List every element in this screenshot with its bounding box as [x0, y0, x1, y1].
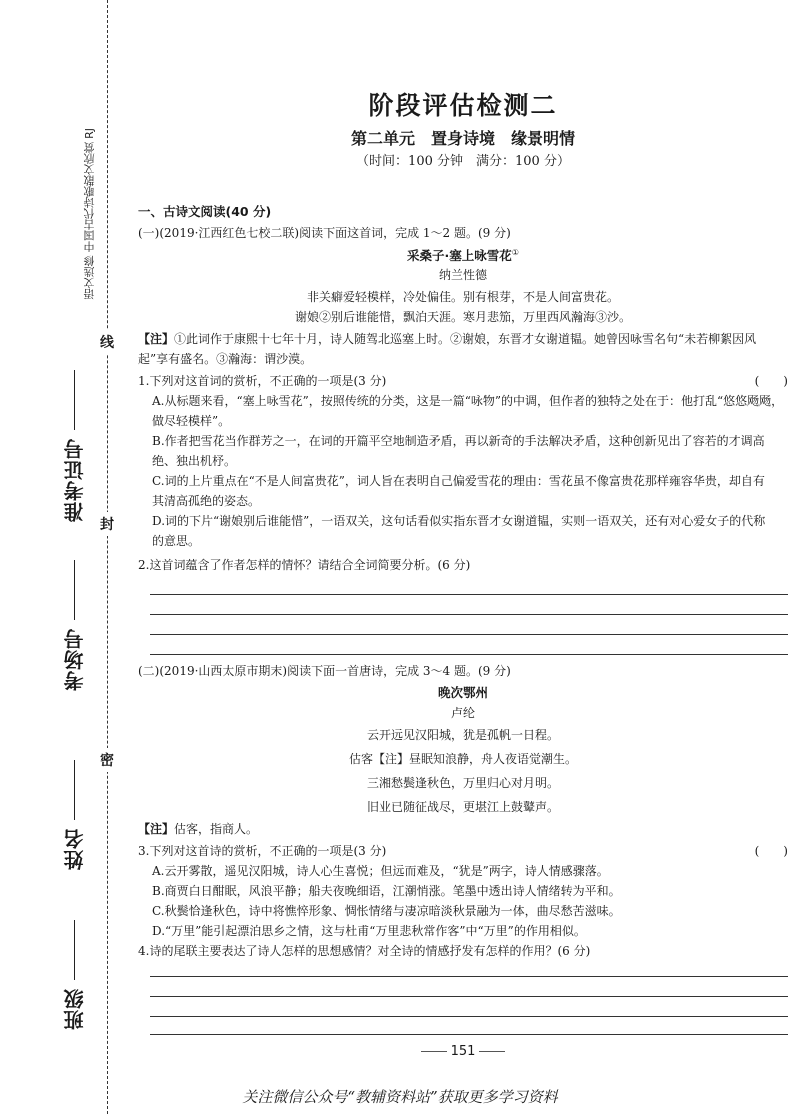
option-c[interactable]: C.秋鬓恰逢秋色，诗中将憔悴形象、惆怅情绪与凄凉暗淡秋景融为一体，曲尽愁苦滋味。	[152, 904, 621, 918]
answer-line[interactable]	[150, 614, 788, 615]
exam-room-field[interactable]: 考场号	[60, 560, 100, 691]
poem2-line: 三湘愁鬓逢秋色，万里归心对月明。	[366, 776, 559, 790]
time-info: （时间：100 分钟 满分：100 分）	[356, 154, 570, 169]
poem1-line: 非关癖爱轻模样，冷处偏佳。别有根芽，不是人间富贵花。	[306, 290, 619, 304]
part2-intro: (二)(2019·山西太原市期末)阅读下面一首唐诗，完成 3～4 题。(9 分)	[138, 664, 511, 678]
unit-subtitle: 第二单元 置身诗境 缘景明情	[350, 129, 575, 148]
question-1: 1.下列对这首词的赏析，不正确的一项是(3 分) ( )	[138, 374, 788, 388]
option-c[interactable]: C.词的上片重点在“不是人间富贵花”，词人旨在表明自己偏爱雪花的理由：雪花虽不像富贵花那样雍容华贵，却自有	[152, 474, 765, 488]
poem1-title: 采桑子·塞上咏雪花①	[407, 248, 519, 263]
answer-line[interactable]	[150, 634, 788, 635]
poem2-line: 云开远见汉阳城，犹是孤帆一日程。	[366, 728, 559, 742]
cut-line	[107, 0, 108, 1114]
poem1-line: 谢娘②别后谁能惜，飘泊天涯。寒月悲笳，万里西风瀚海③沙。	[294, 310, 631, 324]
poem1-author: 纳兰性德	[438, 268, 487, 282]
answer-line[interactable]	[150, 996, 788, 997]
answer-line[interactable]	[150, 1034, 788, 1035]
question-3: 3.下列对这首诗的赏析，不正确的一项是(3 分) ( )	[138, 844, 788, 858]
footer-promo: 关注微信公众号“教辅资料站”获取更多学习资料	[242, 1088, 558, 1106]
cut-mark-line: 线	[100, 330, 114, 354]
option-d[interactable]: D.“万里”能引起漂泊思乡之情，这与杜甫“万里悲秋常作客”中“万里”的作用相似。	[152, 924, 586, 938]
page-number: 151	[138, 1044, 788, 1059]
exam-page	[138, 0, 788, 1114]
class-field[interactable]: 班级	[60, 920, 100, 1030]
section-heading: 一、古诗文阅读(40 分)	[138, 204, 272, 219]
poem2-line: 旧业已随征战尽，更堪江上鼓鼙声。	[366, 800, 559, 814]
poem2-note: 【注】估客，指商人。	[138, 822, 259, 836]
answer-line[interactable]	[150, 594, 788, 595]
option-b[interactable]: B.商贾白日酣眠，风浪平静；船夫夜晚细语，江潮悄涨。笔墨中透出诗人情绪转为平和。	[152, 884, 621, 898]
poem1-note: 【注】①此词作于康熙十七年十月，诗人随驾北巡塞上时。②谢娘，东晋才女谢道韫。她曾因咏雪名句“未若柳絮因风	[138, 332, 757, 346]
name-field[interactable]: 姓名	[60, 760, 100, 870]
poem2-line: 估客【注】昼眠知浪静，舟人夜语觉潮生。	[348, 752, 577, 766]
question-2: 2.这首词蕴含了作者怎样的情怀？请结合全词简要分析。(6 分)	[138, 558, 471, 572]
option-a[interactable]: A.云开雾散，遥见汉阳城，诗人心生喜悦；但远而难及，“犹是”两字，诗人情感骤落。	[152, 864, 609, 878]
answer-line[interactable]	[150, 976, 788, 977]
option-b[interactable]: B.作者把雪花当作群芳之一，在词的开篇平空地制造矛盾，再以新奇的手法解决矛盾，这种创新见出了容若的才调高	[152, 434, 765, 448]
page-title: 阶段评估检测二	[368, 91, 558, 120]
poem1-note: 起”享有盛名。③瀚海：谓沙漠。	[138, 352, 313, 366]
part1-intro: (一)(2019·江西红色七校二联)阅读下面这首词，完成 1～2 题。(9 分)	[138, 226, 511, 240]
poem2-title: 晚次鄂州	[437, 685, 488, 700]
option-d[interactable]: D.词的下片“谢娘别后谁能惜”，一语双关，这句话看似实指东晋才女谢道韫，实则一语双关，还有对心爱女子的代称	[152, 514, 766, 528]
option-c[interactable]: 其清高孤绝的姿态。	[152, 494, 261, 508]
exam-id-field[interactable]: 准考证号	[60, 370, 100, 522]
answer-paren: ( )	[754, 374, 788, 388]
poem2-author: 卢纶	[450, 706, 475, 720]
option-d[interactable]: 的意思。	[152, 534, 201, 548]
question-4: 4.诗的尾联主要表达了诗人怎样的思想感情？对全诗的情感抒发有怎样的作用？(6 分)	[138, 944, 591, 958]
cut-mark-secret: 密	[100, 748, 114, 772]
answer-paren: ( )	[754, 844, 788, 858]
cut-mark-seal: 封	[100, 512, 114, 536]
option-a[interactable]: A.从标题来看，“塞上咏雪花”，按照传统的分类，这是一篇“咏物”的中调，但作者的独特之处在于：他打乱“悠悠飏飏，	[152, 394, 784, 408]
answer-line[interactable]	[150, 1016, 788, 1017]
binding-margin	[0, 0, 130, 1114]
answer-line[interactable]	[150, 654, 788, 655]
book-label: 语文选修 中国古代诗歌散文欣赏 RJ	[83, 128, 96, 300]
option-a[interactable]: 做尽轻模样”。	[152, 414, 231, 428]
option-b[interactable]: 绝、独出机杼。	[152, 454, 237, 468]
